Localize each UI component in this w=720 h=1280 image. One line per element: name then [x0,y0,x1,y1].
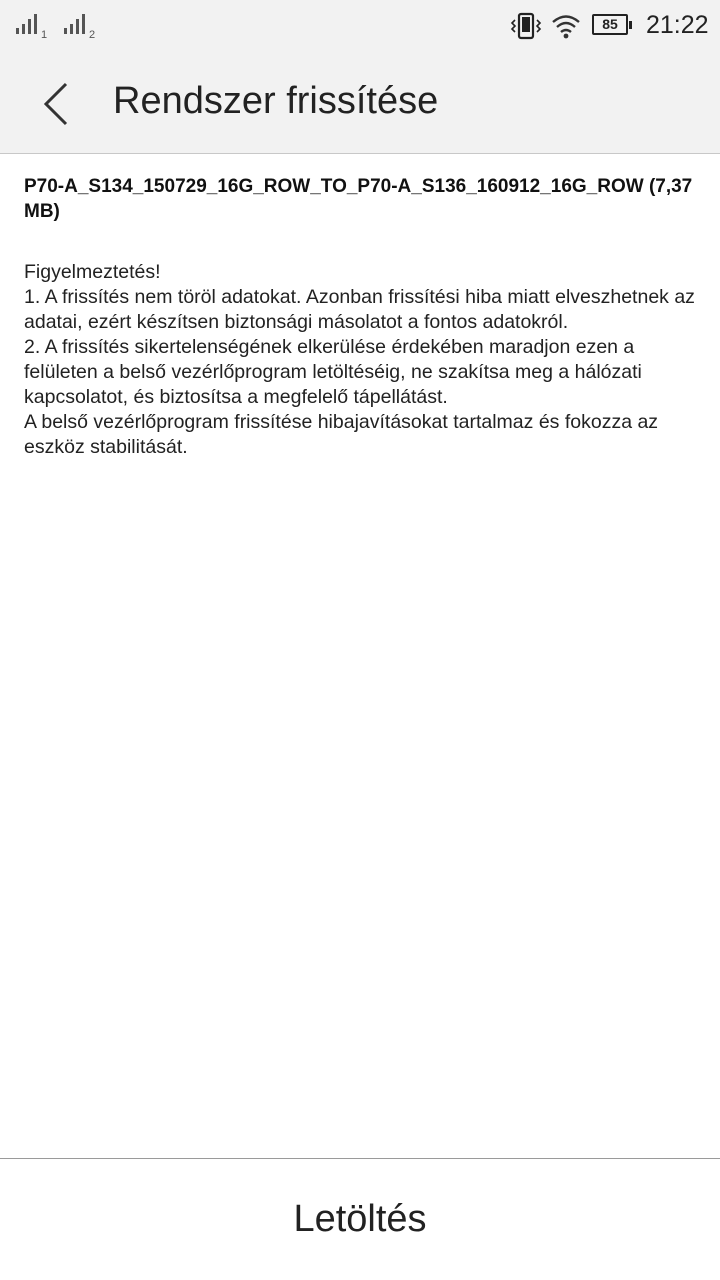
chevron-left-icon [30,76,80,132]
update-details [24,174,696,460]
note-item: A belső vezérlőprogram frissítése hibajavításokat tartalmaz és fokozza az eszköz stabilitását. [24,411,659,458]
status-time: 21:22 [646,11,709,39]
note-item: 1. A frissítés nem töröl adatokat. Azonban frissítési hiba miatt elveszhetnek az adatai, ezért készítsen biztonsági másolatot a fontos adatokról. [24,286,695,333]
warning-heading: Figyelmeztetés! [24,261,161,283]
page-title: Rendszer frissítése [113,80,439,122]
signal-sim1-icon [16,14,56,40]
back-button[interactable] [30,76,80,132]
download-button[interactable]: Letöltés [293,1198,427,1240]
app-bar [0,54,720,154]
battery-icon [592,14,628,35]
sim1-label: 1 [41,29,48,40]
signal-sim2-icon [64,14,104,40]
battery-level: 85 [602,16,618,32]
release-notes [24,260,696,460]
wifi-icon [551,13,581,39]
sim2-label: 2 [89,29,96,40]
status-bar [0,0,720,54]
package-name: P70-A_S134_150729_16G_ROW_TO_P70-A_S136_160912_16G_ROW (7,37 MB) [24,176,693,222]
vibrate-icon [510,11,542,41]
note-item: 2. A frissítés sikertelenségének elkerülése érdekében maradjon ezen a felületen a belső vezérlőprogram letöltéséig, ne szakítsa meg a hálózati kapcsolatot, és biztosítsa a megfelelő tápellátást. [24,336,642,408]
